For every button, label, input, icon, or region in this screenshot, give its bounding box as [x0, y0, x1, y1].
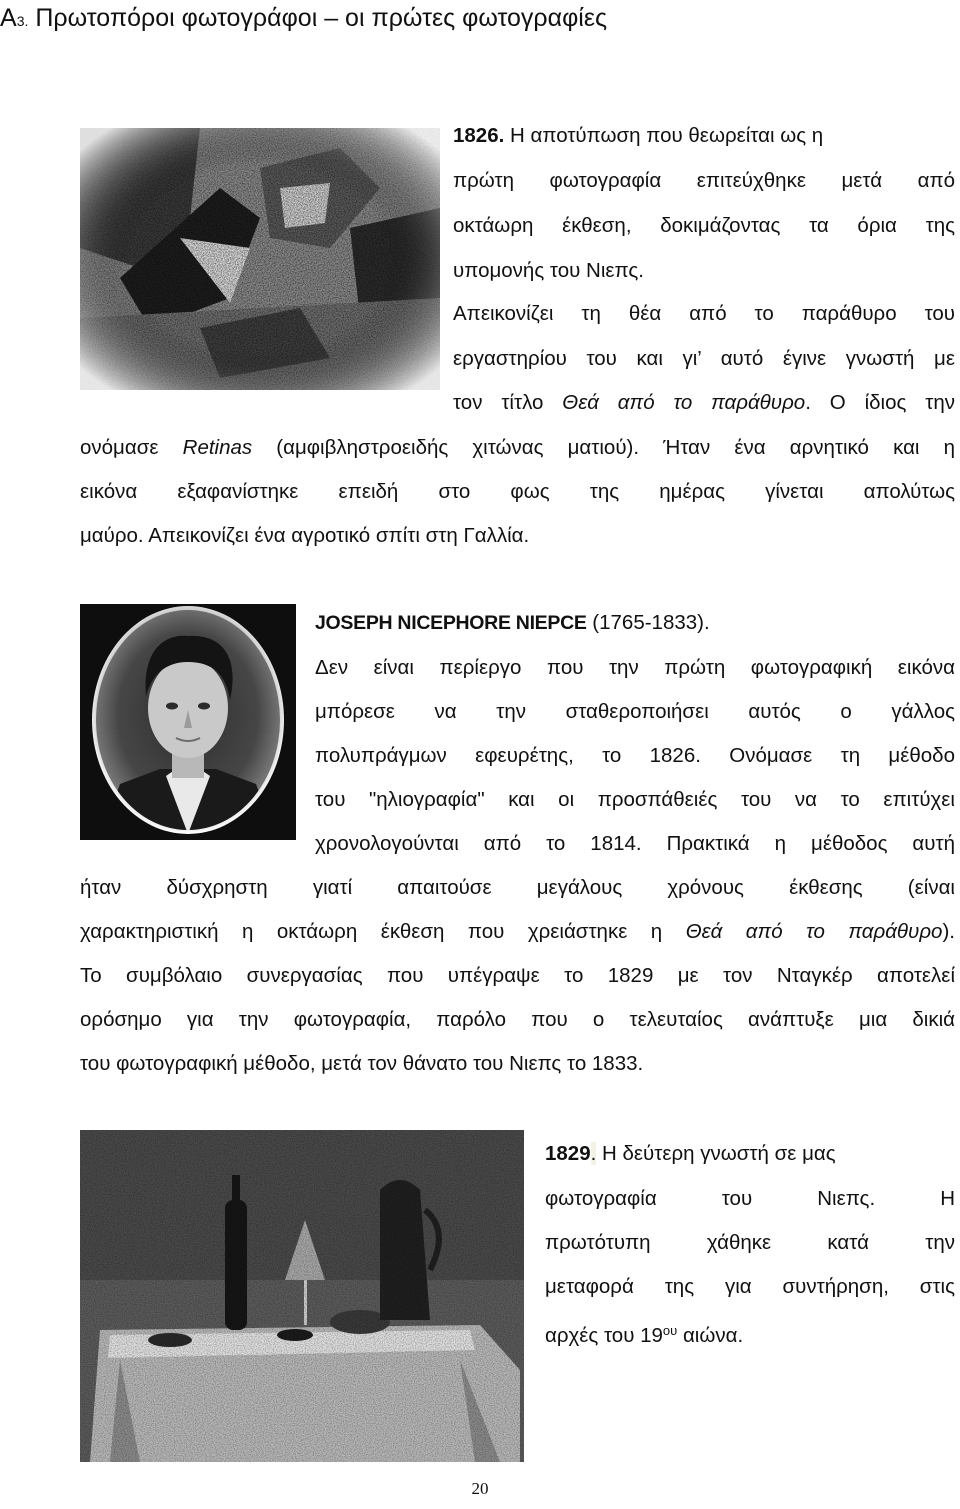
section1-year: 1826. — [453, 124, 505, 147]
section2-line-10: ορόσημο για την φωτογραφία, παρόλο που ο τελευταίος ανάπτυξε μια δικιά — [80, 1008, 955, 1031]
section1-line-7 — [453, 389, 955, 417]
section1-title-italic: Θεά από το παράθυρο — [562, 391, 806, 414]
section2-line-1 — [315, 609, 710, 637]
section1-line-10: μαύρο. Απεικονίζει ένα αγροτικό σπίτι στη Γαλλία. — [80, 524, 530, 547]
niepce-portrait — [80, 604, 296, 840]
section3-line-5 — [545, 1317, 743, 1345]
section1-line-1-text: Η αποτύπωση που θεωρείται ως η — [504, 124, 824, 147]
section2-line-4: πολυπράγμων εφευρέτης, το 1826. Ονόμασε τη μέθοδο — [315, 744, 955, 767]
view-from-window-photo — [80, 128, 440, 390]
section1-line-7-a: τον τίτλο — [453, 391, 563, 414]
section3-line-1-text: Η δεύτερη γνωστή σε μας — [596, 1142, 836, 1165]
section-heading — [0, 2, 607, 37]
section1-retinas-italic: Retinas — [182, 436, 253, 459]
heading-title: Πρωτοπόροι φωτογράφοι – οι πρώτες φωτογραφίες — [35, 4, 608, 32]
section2-line-7: ήταν δύσχρηστη γιατί απαιτούσε μεγάλους χρόνους έκθεσης (είναι — [80, 876, 955, 899]
inventor-name: JOSEPH NICEPHORE NIEPCE — [315, 612, 587, 634]
section1-line-8 — [80, 434, 955, 462]
section2-line-8 — [80, 918, 955, 946]
inventor-dates: (1765-1833). — [586, 611, 710, 634]
heading-number: 3. — [16, 13, 29, 29]
heading-prefix: Α — [0, 4, 17, 32]
section1-line-6: εργαστηρίου του και γι’ αυτό έγινε γνωστή με — [453, 347, 955, 370]
section1-line-5: Απεικονίζει τη θέα από το παράθυρο του — [453, 302, 955, 325]
section2-line-9: Το συμβόλαιο συνεργασίας που υπέγραψε το 1829 με τον Νταγκέρ αποτελεί — [80, 964, 955, 987]
section1-line-7-b: . Ο ίδιος την — [805, 391, 955, 414]
section3-line-2: φωτογραφία του Νιεπς. Η — [545, 1187, 955, 1210]
section3-line-5-b: αιώνα. — [677, 1324, 744, 1347]
section1-line-1 — [453, 122, 823, 150]
section3-year: 1829 — [545, 1142, 591, 1165]
section2-line-8-a: χαρακτηριστική η οκτάωρη έκθεση που χρειάστηκε η — [80, 920, 686, 943]
section2-line-8-b: ). — [942, 920, 955, 943]
section2-line-2: Δεν είναι περίεργο που την πρώτη φωτογραφική εικόνα — [315, 656, 955, 679]
section2-line-11: του φωτογραφική μέθοδο, μετά τον θάνατο του Νιεπς το 1833. — [80, 1052, 644, 1075]
section2-line-5: του "ηλιογραφία" και οι προσπάθειές του να το επιτύχει — [315, 788, 955, 811]
section3-line-5-a: αρχές του 19 — [545, 1324, 663, 1347]
section2-line-3: μπόρεσε να την σταθεροποιήσει αυτός ο γάλλος — [315, 700, 955, 723]
section1-line-3: οκτάωρη έκθεση, δοκιμάζοντας τα όρια της — [453, 214, 955, 237]
section1-line-9: εικόνα εξαφανίστηκε επειδή στο φως της ημέρας γίνεται απολύτως — [80, 480, 955, 503]
section3-superscript: ου — [662, 1323, 678, 1338]
section3-line-4: μεταφορά της για συντήρηση, στις — [545, 1275, 955, 1298]
section1-line-4: υπομονής του Νιεπς. — [453, 259, 644, 282]
section2-line-6: χρονολογούνται από το 1814. Πρακτικά η μέθοδος αυτή — [315, 832, 955, 855]
set-table-photo — [80, 1130, 524, 1462]
section1-line-8-b: (αμφιβληστροειδής χιτώνας ματιού). Ήταν ένα αρνητικό και η — [252, 436, 956, 459]
section1-line-8-a: ονόμασε — [80, 436, 183, 459]
section3-line-3: πρωτότυπη χάθηκε κατά την — [545, 1231, 955, 1254]
section1-line-2: πρώτη φωτογραφία επιτεύχθηκε μετά από — [453, 169, 955, 192]
section3-line-1 — [545, 1140, 836, 1168]
page-number: 20 — [471, 1479, 489, 1498]
section3-year-dot: . — [590, 1142, 597, 1165]
section2-title-italic: Θεά από το παράθυρο — [685, 920, 943, 943]
